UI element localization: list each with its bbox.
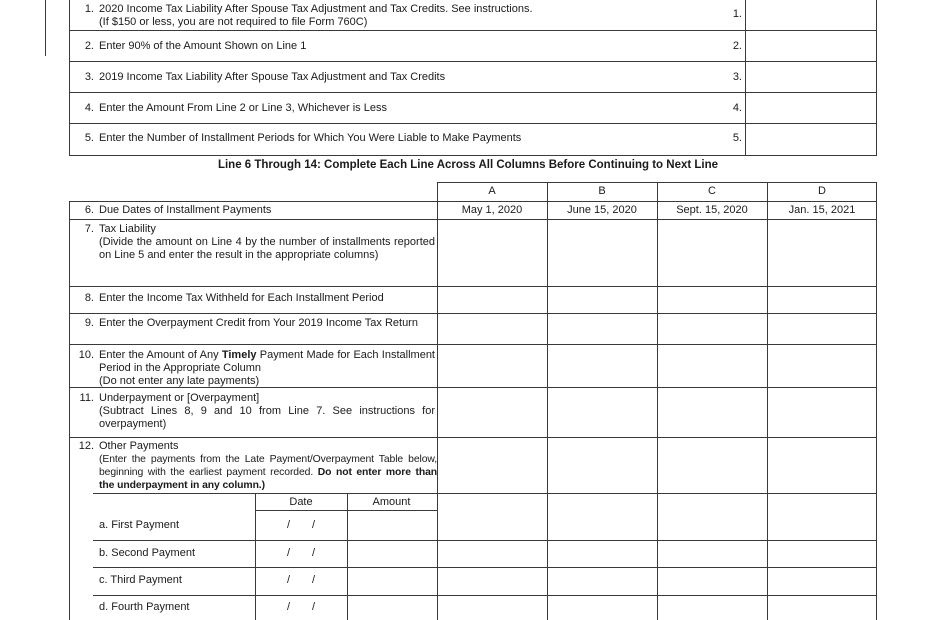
column-header-d: D	[818, 185, 826, 197]
amount-cell-payment-c-colD[interactable]	[768, 568, 876, 595]
subtable-amount-header: Amount	[372, 496, 411, 508]
payment-b-label: b. Second Payment	[99, 547, 196, 559]
amount-cell-line7-colA[interactable]	[438, 220, 546, 286]
amount-cell-line11-colB[interactable]	[548, 388, 656, 437]
line7-number: 7.	[84, 223, 94, 235]
due-date-col-c: Sept. 15, 2020	[676, 204, 748, 216]
amount-cell-payment-a-colC[interactable]	[658, 494, 766, 540]
line9-label: Enter the Overpayment Credit from Your 2019 Income Tax Return	[99, 317, 418, 329]
date-cell-payment-c[interactable]	[256, 568, 346, 595]
amount-cell-line11-colC[interactable]	[658, 388, 766, 437]
line8-label: Enter the Income Tax Withheld for Each Installment Period	[99, 292, 384, 304]
input-line5-amount[interactable]	[746, 124, 876, 155]
form-rule-horizontal	[69, 201, 877, 202]
form-rule-horizontal	[69, 155, 877, 156]
due-date-col-a: May 1, 2020	[461, 204, 523, 216]
slash-icon: /	[286, 601, 290, 613]
subtable-date-header: Date	[289, 496, 313, 508]
line12-number: 12.	[78, 440, 94, 452]
slash-icon: /	[286, 574, 290, 586]
slash-icon: /	[286, 519, 290, 531]
amount-cell-payment-d-colB[interactable]	[548, 596, 656, 620]
amount-cell-payment-d[interactable]	[348, 596, 436, 620]
amount-cell-payment-c-colA[interactable]	[438, 568, 546, 595]
line3-description: 2019 Income Tax Liability After Spouse Tax Adjustment and Tax Credits	[99, 71, 446, 83]
line7-description	[99, 223, 435, 262]
line10-note: (Do not enter any late payments)	[99, 375, 260, 387]
line10-number: 10.	[78, 349, 94, 361]
line3-right-number: 3.	[732, 71, 742, 83]
due-date-col-d: Jan. 15, 2021	[788, 204, 856, 216]
slash-icon: /	[312, 574, 316, 586]
form-rule-vertical	[876, 182, 877, 620]
amount-cell-line10-colC[interactable]	[658, 345, 766, 387]
amount-cell-payment-c[interactable]	[348, 568, 436, 595]
section-heading: Line 6 Through 14: Complete Each Line Across All Columns Before Continuing to Next Line	[217, 159, 719, 171]
line7-title: Tax Liability	[99, 223, 156, 235]
line5-description: Enter the Number of Installment Periods for Which You Were Liable to Make Payments	[99, 132, 522, 144]
amount-cell-line8-colB[interactable]	[548, 287, 656, 313]
line10-detail: Enter the Amount of Any Timely Payment Made for Each Installment Period in the Appropriate Column	[99, 349, 435, 374]
slash-icon: /	[312, 601, 316, 613]
line6-label: Due Dates of Installment Payments	[99, 204, 272, 216]
amount-cell-line9-colD[interactable]	[768, 314, 876, 344]
amount-cell-payment-d-colA[interactable]	[438, 596, 546, 620]
line1-description	[99, 3, 533, 29]
input-line2-amount[interactable]	[746, 31, 876, 61]
line5-right-number: 5.	[732, 132, 742, 144]
line4-description: Enter the Amount From Line 2 or Line 3, Whichever is Less	[99, 102, 387, 114]
amount-cell-payment-a-colA[interactable]	[438, 494, 546, 540]
amount-cell-payment-a[interactable]	[348, 511, 436, 540]
amount-cell-line9-colA[interactable]	[438, 314, 546, 344]
amount-cell-payment-b[interactable]	[348, 541, 436, 567]
line7-detail: (Divide the amount on Line 4 by the number of installments reported on Line 5 and enter the result in the appropriate columns)	[99, 236, 435, 261]
due-date-col-b: June 15, 2020	[567, 204, 637, 216]
amount-cell-payment-b-colC[interactable]	[658, 541, 766, 567]
date-cell-payment-d[interactable]	[256, 596, 346, 620]
line1-text2: (If $150 or less, you are not required to file Form 760C)	[99, 16, 368, 28]
amount-cell-line9-colC[interactable]	[658, 314, 766, 344]
line12-title: Other Payments	[99, 440, 179, 452]
amount-cell-line10-colA[interactable]	[438, 345, 546, 387]
amount-cell-line10-colD[interactable]	[768, 345, 876, 387]
amount-cell-line7-colD[interactable]	[768, 220, 876, 286]
column-header-a: A	[488, 185, 496, 197]
form-rule-horizontal	[437, 182, 877, 183]
amount-cell-payment-c-colC[interactable]	[658, 568, 766, 595]
amount-cell-payment-d-colD[interactable]	[768, 596, 876, 620]
input-line1-amount[interactable]	[746, 1, 876, 30]
payment-d-label: d. Fourth Payment	[99, 601, 190, 613]
line1-right-number: 1.	[732, 8, 742, 20]
line4-number: 4.	[84, 102, 94, 114]
line6-number: 6.	[84, 204, 94, 216]
line10-bold-timely: Timely	[221, 349, 257, 361]
amount-cell-payment-a-colD[interactable]	[768, 494, 876, 540]
line4-right-number: 4.	[732, 102, 742, 114]
slash-icon: /	[286, 547, 290, 559]
line3-number: 3.	[84, 71, 94, 83]
form-rule-vertical	[45, 0, 46, 56]
line11-detail: (Subtract Lines 8, 9 and 10 from Line 7. See instructions for overpayment)	[99, 405, 435, 430]
line8-number: 8.	[84, 292, 94, 304]
line5-number: 5.	[84, 132, 94, 144]
amount-cell-line9-colB[interactable]	[548, 314, 656, 344]
amount-cell-line10-colB[interactable]	[548, 345, 656, 387]
amount-cell-line8-colA[interactable]	[438, 287, 546, 313]
line10-description	[99, 349, 435, 388]
column-header-c: C	[708, 185, 716, 197]
line2-number: 2.	[84, 40, 94, 52]
line9-number: 9.	[84, 317, 94, 329]
date-cell-payment-b[interactable]	[256, 541, 346, 567]
amount-cell-payment-a-colB[interactable]	[548, 494, 656, 540]
line2-description: Enter 90% of the Amount Shown on Line 1	[99, 40, 307, 52]
line12-detail: (Enter the payments from the Late Payment/Overpayment Table below, beginning with the earliest payment recorded. Do not enter more than the underpayment in any column.)	[99, 454, 437, 491]
line12-description	[99, 440, 437, 492]
line11-description	[99, 392, 435, 431]
amount-cell-line7-colC[interactable]	[658, 220, 766, 286]
line1-number: 1.	[84, 3, 94, 15]
amount-cell-payment-b-colA[interactable]	[438, 541, 546, 567]
amount-cell-payment-c-colB[interactable]	[548, 568, 656, 595]
payment-a-label: a. First Payment	[99, 519, 180, 531]
amount-cell-payment-d-colC[interactable]	[658, 596, 766, 620]
line1-text: 2020 Income Tax Liability After Spouse Tax Adjustment and Tax Credits. See instructions.	[99, 3, 533, 15]
slash-icon: /	[312, 519, 316, 531]
line11-title: Underpayment or [Overpayment]	[99, 392, 260, 404]
form-rule-vertical	[876, 0, 877, 155]
amount-cell-line8-colC[interactable]	[658, 287, 766, 313]
column-header-b: B	[598, 185, 606, 197]
payment-c-label: c. Third Payment	[99, 574, 182, 586]
amount-cell-line11-colA[interactable]	[438, 388, 546, 437]
amount-cell-payment-b-colB[interactable]	[548, 541, 656, 567]
input-line4-amount[interactable]	[746, 93, 876, 123]
line2-right-number: 2.	[732, 40, 742, 52]
amount-cell-payment-b-colD[interactable]	[768, 541, 876, 567]
form-rule-horizontal	[69, 437, 877, 438]
amount-cell-line7-colB[interactable]	[548, 220, 656, 286]
input-line3-amount[interactable]	[746, 62, 876, 92]
line12-bold-warning: Do not enter more than the underpayment in any column.)	[99, 467, 437, 491]
form-rule-vertical	[69, 201, 70, 620]
amount-cell-line11-colD[interactable]	[768, 388, 876, 437]
line11-number: 11.	[79, 392, 94, 404]
form-rule-vertical	[69, 0, 70, 155]
slash-icon: /	[312, 547, 316, 559]
date-cell-payment-a[interactable]	[256, 511, 346, 540]
amount-cell-line8-colD[interactable]	[768, 287, 876, 313]
